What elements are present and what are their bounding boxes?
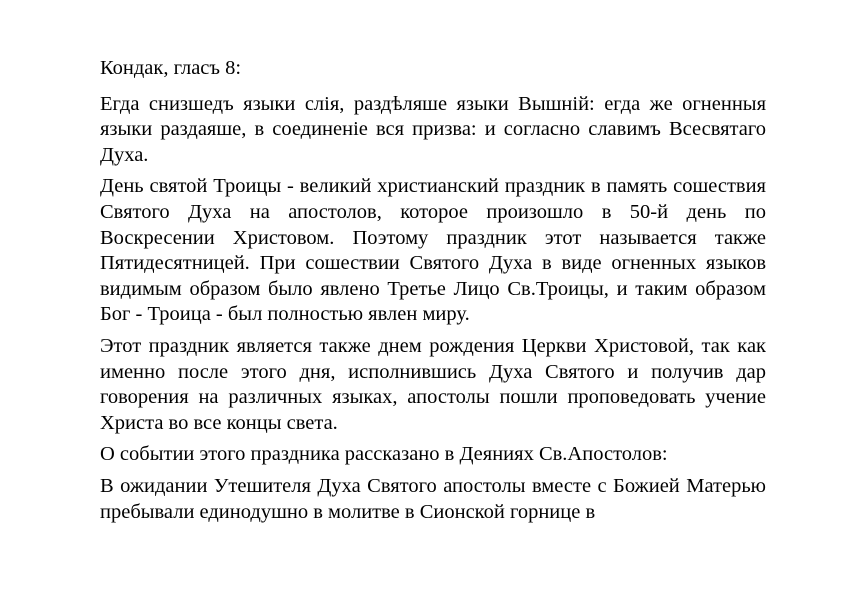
document-page [100, 56, 766, 531]
kontakion-heading: Кондак, гласъ 8: [100, 57, 242, 79]
kontakion-text-paragraph: Егда снизшедъ языки слiя, раздѣляше языки Вышнiй: егда же огненныя языки раздаяше, в соединенiе вся призва: и согласно славимъ Всесвятаго Духа. [100, 92, 766, 166]
trinity-day-paragraph: День святой Троицы - великий христианский праздник в память сошествия Святого Духа на апостолов, которое произошло в 50-й день по Воскресении Христовом. Поэтому праздник этот называется также Пятидесятницей. При сошествии Святого Духа в виде огненных языков видимым образом было явлено Третье Лицо Св.Троицы, и таким образом Бог - Троица - был полностью явлен миру. [100, 175, 766, 326]
acts-reference-paragraph: О событии этого праздника рассказано в Деяниях Св.Апостолов: [100, 443, 668, 466]
apostles-waiting-paragraph: В ожидании Утешителя Духа Святого апостолы вместе с Божией Матерью пребывали единодушно в молитве в Сионской горнице в [100, 474, 766, 523]
church-birthday-paragraph: Этот праздник является также днем рождения Церкви Христовой, так как именно после этого дня, исполнившись Духа Святого и получив дар говорения на различных языках, апостолы пошли проповедовать учение Христа во все концы света. [100, 334, 766, 434]
